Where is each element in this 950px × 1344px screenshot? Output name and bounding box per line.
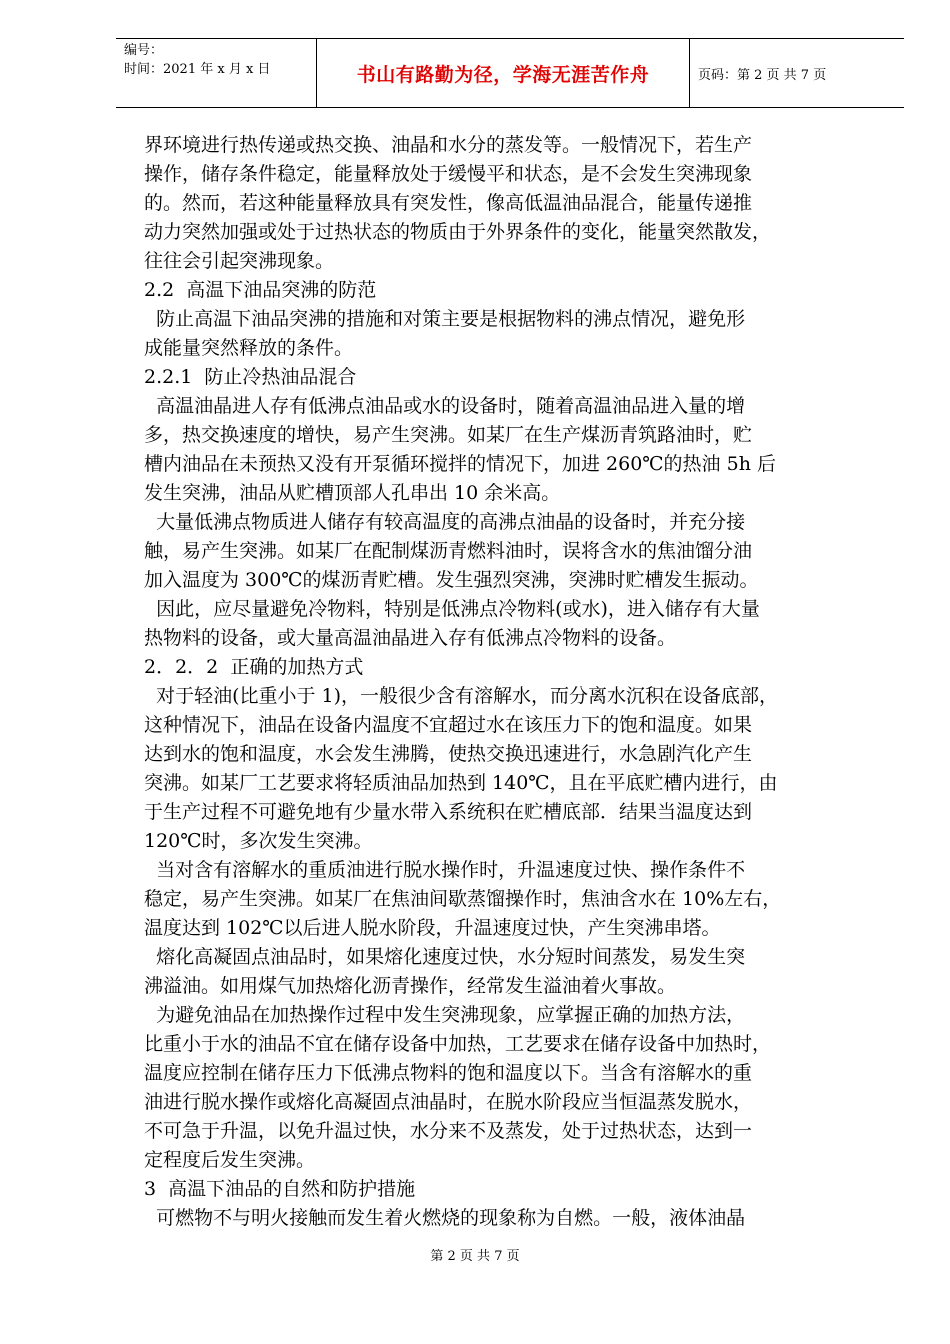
text-line: 大量低沸点物质进人储存有较高温度的高沸点油晶的设备时，并充分接 [144,511,746,533]
text-line: 于生产过程不可避免地有少量水带入系统积在贮槽底部．结果当温度达到 [144,801,753,823]
text-line: 成能量突然释放的条件。 [144,337,354,359]
text-line: 当对含有溶解水的重质油进行脱水操作时，升温速度过快、操作条件不 [144,859,746,881]
text-line: 多，热交换速度的增快，易产生突沸。如某厂在生产煤沥青筑路油时，贮 [144,424,753,446]
text-line: 触，易产生突沸。如某厂在配制煤沥青燃料油时，误将含水的焦油馏分油 [144,540,753,562]
text-line: 对于轻油(比重小于 1)，一般很少含有溶解水，而分离水沉积在设备底部， [144,685,779,707]
text-line: 定程度后发生突沸。 [144,1149,316,1171]
motto: 书山有路勤为径，学海无涯苦作舟 [356,63,650,86]
text-line: 这种情况下，油品在设备内温度不宜超过水在该压力下的饱和温度。如果 [144,714,753,736]
text-line: 往往会引起突沸现象。 [144,250,335,272]
text-line: 稳定，易产生突沸。如某厂在焦油间歇蒸馏操作时，焦油含水在 10%左右， [144,888,782,910]
time-label: 时间：2021 年 x 月 x 日 [124,62,271,77]
header-page-cell [690,39,904,107]
header-motto-cell [316,39,690,107]
text-line: 温度达到 102℃以后进人脱水阶段，升温速度过快，产生突沸串塔。 [144,917,721,939]
text-line: 突沸。如某厂工艺要求将轻质油品加热到 140℃，且在平底贮槽内进行，由 [144,772,778,794]
text-line: 为避免油品在加热操作过程中发生突沸现象，应掌握正确的加热方法， [144,1004,746,1026]
text-line: 2.2.1 防止冷热油品混合 [144,366,357,388]
page-label: 页码：第 2 页 共 7 页 [698,67,827,83]
page-header [116,38,904,108]
text-line: 油进行脱水操作或熔化高凝固点油晶时，在脱水阶段应当恒温蒸发脱水， [144,1091,753,1113]
text-line: 发生突沸，油品从贮槽顶部人孔串出 10 余米高。 [144,482,561,504]
text-line: 防止高温下油品突沸的措施和对策主要是根据物料的沸点情况，避免形 [144,308,746,330]
text-line: 因此，应尽量避免冷物料，特别是低沸点冷物料(或水)，进入储存有大量 [144,598,760,620]
document-body [144,131,892,1233]
header-meta [116,39,316,107]
text-line: 2.2 高温下油品突沸的防范 [144,279,377,301]
text-line: 的。然而，若这种能量释放具有突发性，像高低温油品混合，能量传递推 [144,192,753,214]
text-line: 2．2．2 正确的加热方式 [144,656,364,678]
text-line: 不可急于升温，以免升温过快，水分来不及蒸发，处于过热状态，达到一 [144,1120,753,1142]
text-line: 动力突然加强或处于过热状态的物质由于外界条件的变化，能量突然散发， [144,221,772,243]
text-line: 热物料的设备，或大量高温油晶进入存有低沸点冷物料的设备。 [144,627,677,649]
text-line: 槽内油品在未预热又没有开泵循环搅拌的情况下，加进 260℃的热油 5h 后 [144,453,776,475]
page-footer: 第 2 页 共 7 页 [430,1249,520,1264]
text-line: 界环境进行热传递或热交换、油晶和水分的蒸发等。一般情况下，若生产 [144,134,753,156]
text-line: 加入温度为 300℃的煤沥青贮槽。发生强烈突沸，突沸时贮槽发生振动。 [144,569,759,591]
text-line: 操作，储存条件稳定，能量释放处于缓慢平和状态，是不会发生突沸现象 [144,163,753,185]
number-label: 编号： [124,43,164,58]
text-line: 可燃物不与明火接触而发生着火燃烧的现象称为自燃。一般，液体油晶 [144,1207,746,1229]
text-line: 3 高温下油品的自然和防护措施 [144,1178,416,1200]
text-line: 比重小于水的油品不宜在储存设备中加热，工艺要求在储存设备中加热时， [144,1033,772,1055]
text-line: 温度应控制在储存压力下低沸点物料的饱和温度以下。当含有溶解水的重 [144,1062,753,1084]
text-line: 沸溢油。如用煤气加热熔化沥青操作，经常发生溢油着火事故。 [144,975,677,997]
text-line: 熔化高凝固点油品时，如果熔化速度过快，水分短时间蒸发，易发生突 [144,946,746,968]
text-line: 达到水的饱和温度，水会发生沸腾，使热交换迅速进行，水急剧汽化产生 [144,743,753,765]
text-line: 高温油晶进人存有低沸点油品或水的设备时，随着高温油品进入量的增 [144,395,746,417]
text-line: 120℃时，多次发生突沸。 [144,830,373,852]
